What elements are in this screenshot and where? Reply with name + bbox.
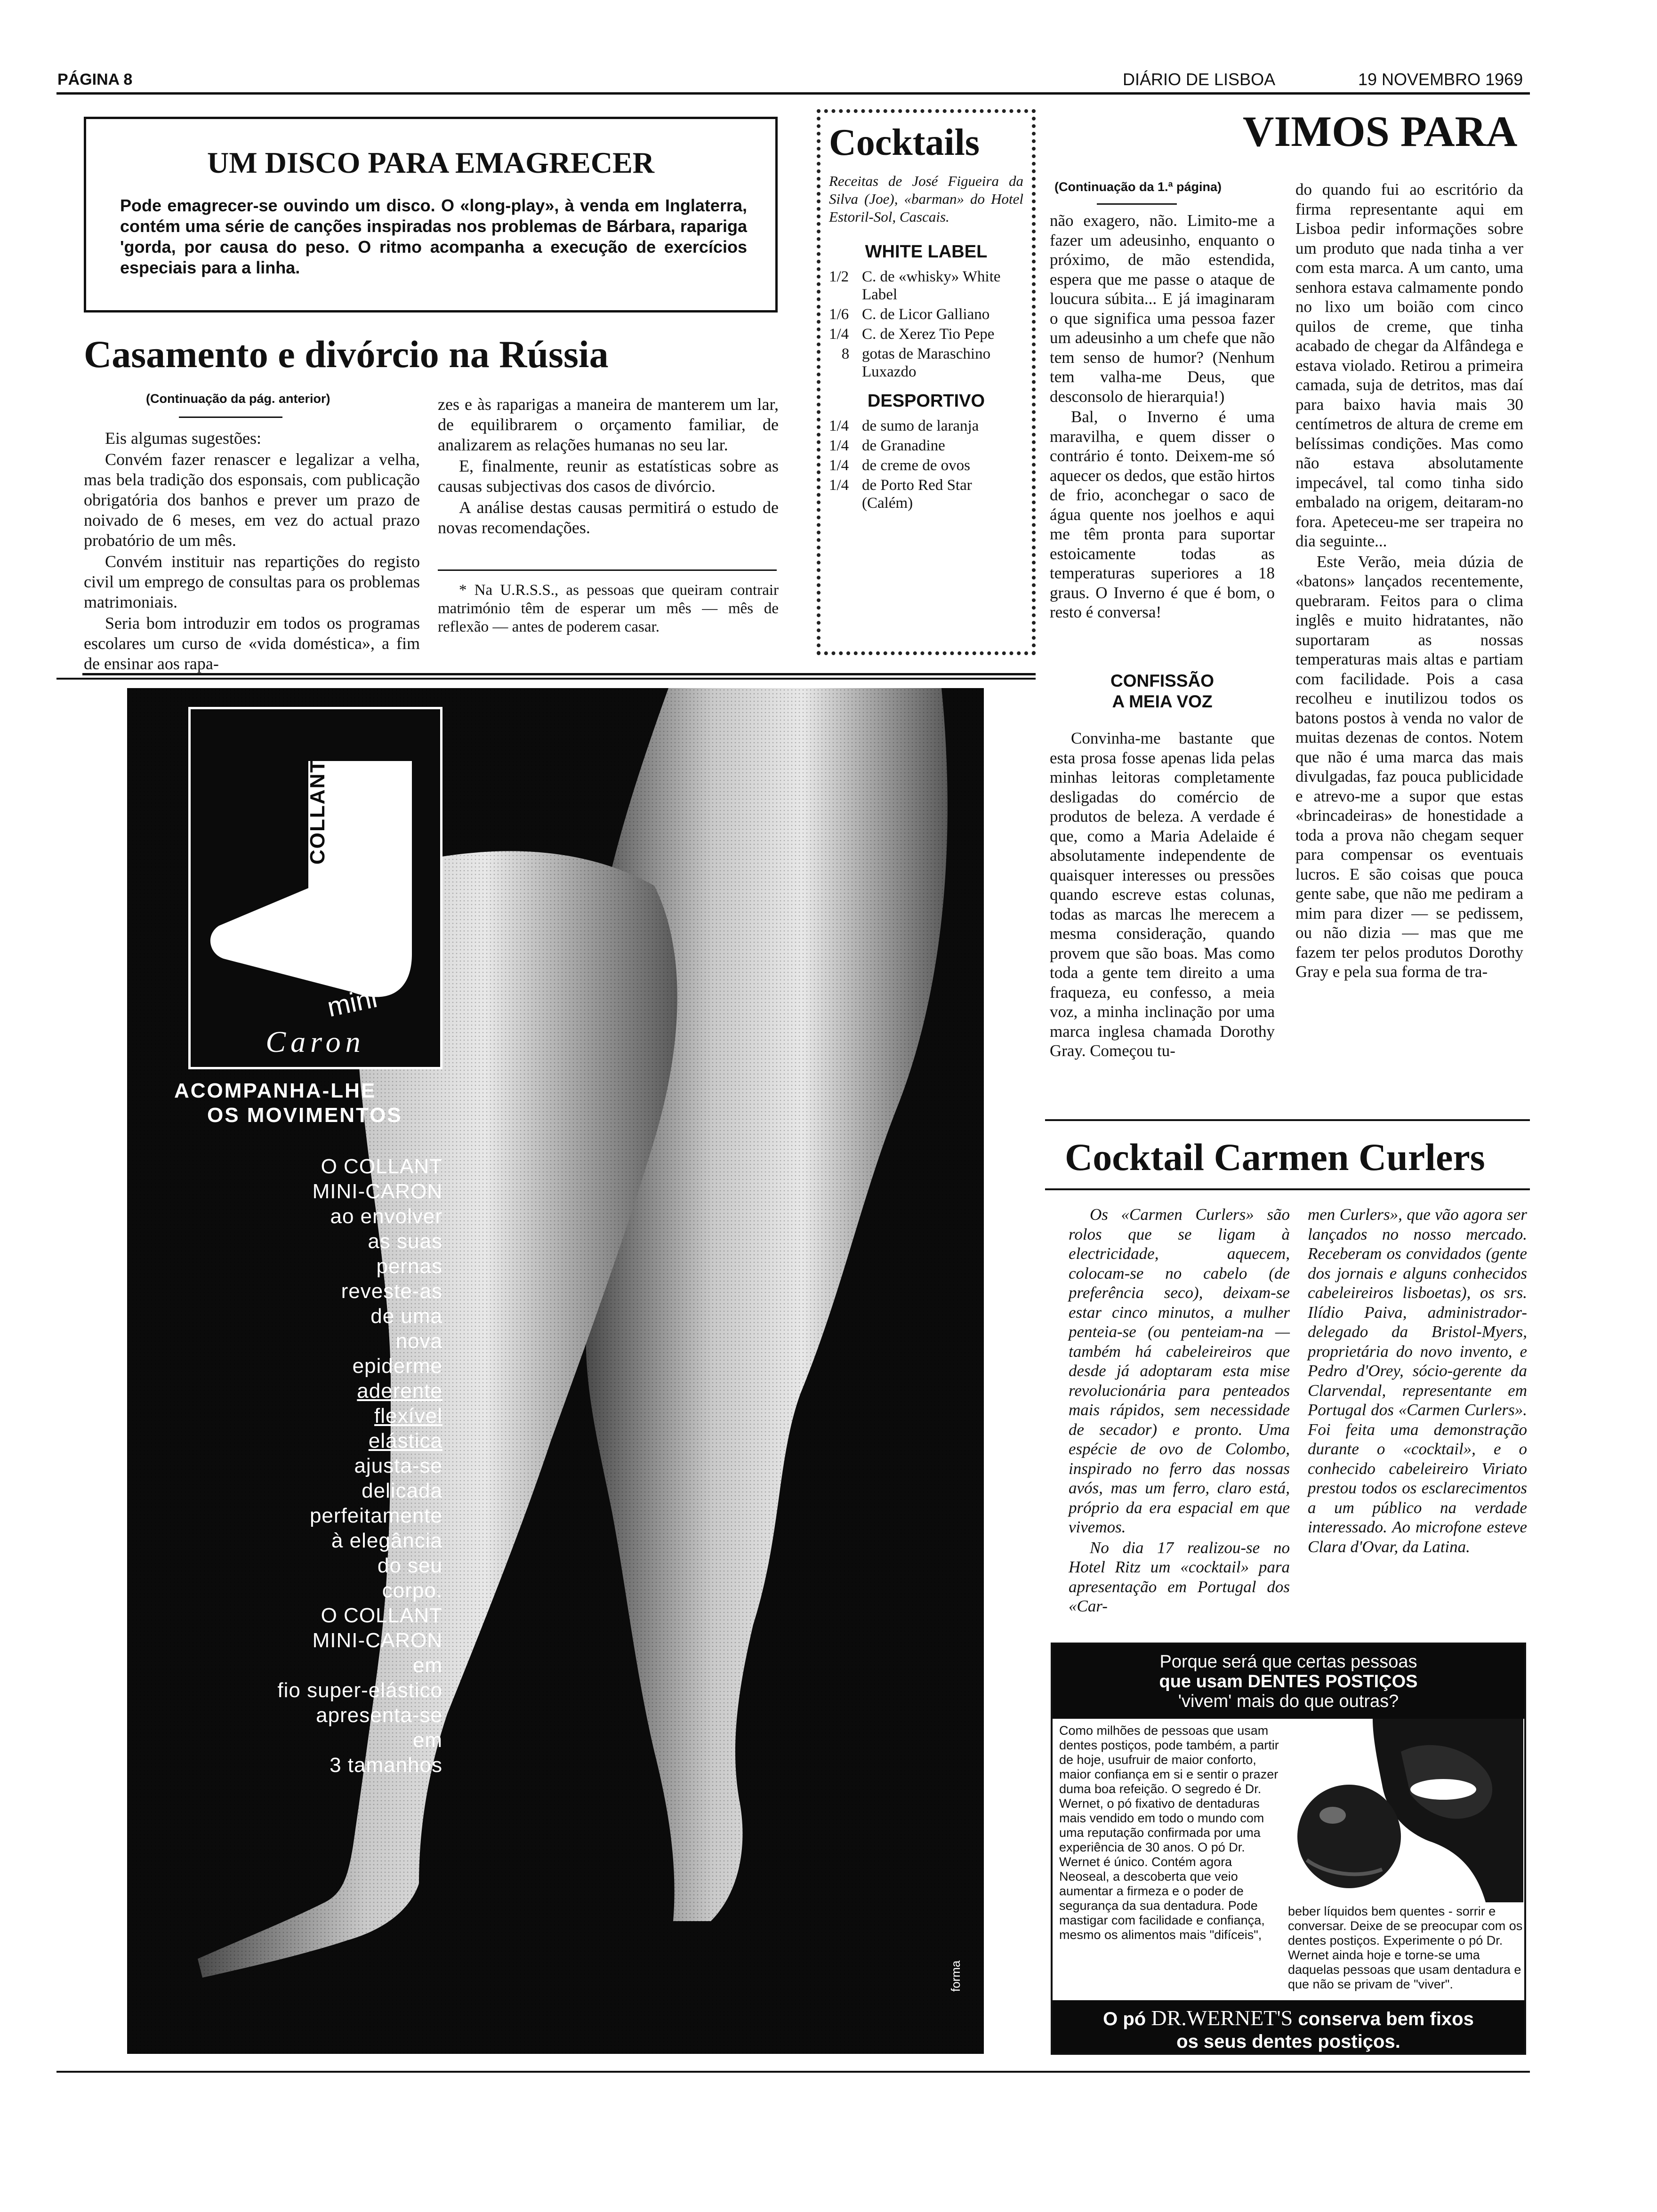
- copy-line: 3 tamanhos: [330, 1754, 442, 1777]
- disco-text: Pode emagrecer-se ouvindo um disco. O «long-play», à venda em Inglaterra, contém uma série de canções inspiradas nos problemas de Bárbara, rapariga 'gorda, por causa do peso. O ritmo acompanha a execução de exercícios especiais para a linha.: [120, 196, 747, 277]
- wernet-footer-line2: os seus dentes postiços.: [1176, 2031, 1400, 2052]
- vimos-paragraph: Convinha-me bastante que esta prosa fosse apenas lida pelas minhas leitoras completamente desligadas do comércio de produtos de beleza. A verdade é que, como a Maria Adelaide é absolutamente independente de quaisquer interesses ou pressões quando escreve estas colunas, todas as marcas lhe merecem a mesma consideração, quando provem que são boas. Mas como toda a gente tem direito a uma fraqueza, eu confesso, a meia voz, a minha inclinação por uma marca inglesa chamada Dorothy Gray. Começou tu-: [1050, 729, 1275, 1060]
- casamento-paragraph: Seria bom introduzir em todos os programas escolares um curso de «vida doméstica», a fim de ensinar aos rapa-: [84, 614, 420, 673]
- tagline-line: ACOMPANHA-LHE: [174, 1079, 377, 1102]
- recipe-line: [829, 437, 1023, 455]
- copy-line: nova: [395, 1330, 442, 1353]
- carmen-col1: [1069, 1205, 1290, 1617]
- copy-line: epiderme: [352, 1354, 442, 1378]
- casamento-col2: [438, 394, 779, 539]
- copy-line: ao envolver: [330, 1205, 442, 1228]
- recipe-qty: 1/4: [829, 457, 849, 474]
- wernet-footer: [1053, 2000, 1524, 2055]
- casamento-paragraph: Convém fazer renascer e legalizar a velha, mas bela tradição dos esponsais, com publicação obrigatória dos banhos e prever um prazo de noivado de 6 meses, em vez do actual prazo probatório de um mês.: [84, 450, 420, 550]
- vimos-col1b: [1050, 729, 1275, 1062]
- vimos-continuation: (Continuação da 1.ª página): [1054, 180, 1222, 194]
- headline-line: que usam DENTES POSTIÇOS: [1159, 1672, 1418, 1691]
- recipe-desc: de Granadine: [862, 437, 945, 454]
- vimos-col1: [1050, 211, 1275, 623]
- issue-date: 19 NOVEMBRO 1969: [1358, 70, 1523, 89]
- vimos-paragraph: do quando fui ao escritório da firma representante aqui em Lisboa pedir informações sobre um produto que nada tinha a ver com esta marca. A um canto, uma senhora estava calmamente pondo no lixo um boião com cinco quilos de creme, que tinha acabado de chegar da Alfândega e estava violado. Retirou a primeira camada, suja de detritos, mas daí para baixo havia mais 30 centímetros de altura de creme em belíssimas condições. Mas como não estava absolutamente impecável, tal como tinha sido embalado na origem, deitaram-no fora. Apeteceu-me ser trapeira no dia seguinte...: [1295, 180, 1523, 550]
- casamento-paragraph: Eis algumas sugestões:: [105, 429, 261, 448]
- copy-line: reveste-as: [341, 1280, 442, 1303]
- recipe-line: [829, 305, 1023, 323]
- recipe-line: [829, 268, 1023, 304]
- casamento-paragraph: Convém instituir nas repartições do registo civil um emprego de consultas para os problemas matrimoniais.: [84, 552, 420, 611]
- header-rule: [56, 92, 1530, 95]
- casamento-col1: [84, 428, 420, 675]
- caron-logo-box: [188, 707, 442, 1069]
- collant-label: COLLANT: [306, 759, 329, 865]
- recipe-line: [829, 476, 1023, 512]
- recipe-desc: de sumo de laranja: [862, 417, 979, 434]
- desportivo-title: DESPORTIVO: [867, 391, 985, 411]
- copy-line: delicada: [362, 1479, 442, 1502]
- recipe-qty: 1/4: [829, 477, 849, 494]
- recipe-desc: C. de «whisky» White Label: [862, 268, 1001, 303]
- recipe-qty: 1/4: [829, 417, 849, 434]
- footer-text: O pó: [1103, 2009, 1146, 2029]
- copy-line: à elegância: [331, 1529, 442, 1552]
- cocktails-box: [817, 109, 1036, 655]
- ad-frame-top: [56, 678, 1036, 680]
- copy-line: O COLLANT: [321, 1604, 442, 1627]
- vimos-paragraph: Bal, o Inverno é uma maravilha, e quem disser o contrário é tonto. Deixem-me só aquecer os dedos, que estão hirtos de frio, aconchegar o saco de água quente nos joelhos e aqui me têm pronta para suportar estoicamente todas as temperaturas superiores a 18 graus. O Inverno é que é bom, o resto é conversa!: [1050, 408, 1275, 621]
- recipe-desc: de Porto Red Star (Calém): [862, 477, 972, 512]
- copy-line: MINI-CARON: [312, 1180, 442, 1203]
- casamento-title: Casamento e divórcio na Rússia: [84, 333, 609, 376]
- copy-line: as suas: [368, 1230, 442, 1253]
- vimos-paragraph: não exagero, não. Limito-me a fazer um adeusinho, enquanto o próximo, de mão estendida, espera que me passe o ataque de loucura súbita... E já imaginaram o que significa uma pessoa fazer um adeusinho a um chefe que não tem senso de humor? (Nenhum tem valha-me Deus, que desconsolo de hierarquia!): [1050, 211, 1275, 406]
- copy-line: do seu: [377, 1554, 442, 1577]
- desportivo-recipe: [829, 417, 1023, 512]
- copy-line: aderente: [357, 1379, 442, 1403]
- copy-line: O COLLANT: [321, 1155, 442, 1178]
- copy-line: MINI-CARON: [312, 1629, 442, 1652]
- vimos-title: VIMOS PARA: [1243, 107, 1518, 155]
- vimos-paragraph: Este Verão, meia dúzia de «batons» lançados recentemente, quebraram. Feitos para o clima inglês e muito hidratantes, não suportaram as nossas temperaturas mais altas e partiam com facilidade. Pois a casa recolheu e inutilizou todos os batons postos à venda no valor de muitas dezenas de contos. Notem que não é uma marca das mais divulgadas, faz pouca publicidade e atrevo-me a supor que estas «brincadeiras» de honestidade a toda a prova não chegam sequer para compensar os eventuais lucros. E são coisas que pouca gente sabe, que não me pediram a mim para dizer — se pedissem, ou não dizia — mas que me fazem ter pelos produtos Dorothy Gray e pela sua forma de tra-: [1295, 552, 1523, 981]
- subhead-line: CONFISSÃO: [1110, 671, 1214, 690]
- disco-box: [84, 117, 778, 313]
- recipe-desc: de creme de ovos: [862, 457, 970, 474]
- casamento-continuation: (Continuação da pág. anterior): [146, 392, 330, 406]
- carmen-paragraph: men Curlers», que vão agora ser lançados no nosso mercado. Receberam os convidados (gente dos jornais e alguns conhecidos cabeleireiros lisboetas), os srs. Ilídio Paiva, administrador-delegado da Bristol-Myers, proprietária do novo invento, e Pedro d'Orey, sócio-gerente da Clarvendal, representante em Portugal dos «Carmen Curlers». Foi feita uma demonstração durante o «cocktail», e o conhecido cabeleireiro Viriato prestou todos os esclarecimentos a um público na verdade interessado. Ao microfone esteve Clara d'Ovar, da Latina.: [1308, 1205, 1527, 1556]
- recipe-qty: 1/2: [829, 268, 849, 285]
- ad-frame-bottom: [56, 2071, 1530, 2073]
- recipe-line: [829, 325, 1023, 343]
- caron-advertisement: [127, 688, 984, 2054]
- recipe-desc: gotas de Maraschino Luxazdo: [862, 345, 991, 380]
- newspaper-name: DIÁRIO DE LISBOA: [1123, 70, 1276, 89]
- footnote-rule: [438, 569, 777, 571]
- ad-agency-credit: forma: [949, 1960, 963, 1992]
- recipe-desc: C. de Licor Galliano: [862, 306, 990, 323]
- footer-text: conserva bem fixos: [1298, 2009, 1474, 2029]
- carmen-title-rule: [1045, 1188, 1530, 1190]
- carmen-title: Cocktail Carmen Curlers: [1065, 1136, 1485, 1178]
- copy-line: elástica: [368, 1429, 442, 1452]
- vimos-sub-rule: [1097, 203, 1177, 205]
- wernet-body2: beber líquidos bem quentes - sorrir e conversar. Deixe de se preocupar com os dentes postiços. Experimente o pó Dr. Wernet ainda hoje e torne-se uma daquelas pessoas que usam dentadura e que não se privam de "viver".: [1288, 1904, 1523, 1991]
- copy-line: pernas: [376, 1255, 442, 1278]
- caron-mini-label: mini: [324, 982, 380, 1023]
- vimos-bottom-rule: [1045, 1119, 1530, 1121]
- wernet-advertisement: [1051, 1643, 1526, 2055]
- casamento-paragraph: zes e às raparigas a maneira de manterem um lar, de equilibrarem o orçamento familiar, de analizarem as relações humanas no seu lar.: [438, 395, 779, 454]
- copy-line: fio super-elástico: [277, 1679, 442, 1702]
- page-number: PÁGINA 8: [57, 71, 133, 88]
- footnote-text: * Na U.R.S.S., as pessoas que queiram contrair matrimónio têm de esperar um mês — mês de reflexão — antes de poderem casar.: [438, 582, 779, 635]
- recipe-qty: 8: [841, 345, 850, 362]
- copy-line: em: [412, 1654, 442, 1677]
- cocktails-byline: Receitas de José Figueira da Silva (Joe), «barman» do Hotel Estoril-Sol, Cascais.: [829, 173, 1023, 225]
- woman-eating-apple-photo: [1288, 1719, 1523, 1902]
- casamento-footnote: [438, 581, 779, 637]
- wernet-headline: [1053, 1644, 1524, 1719]
- white-label-recipe: [829, 268, 1023, 381]
- carmen-paragraph: Os «Carmen Curlers» são rolos que se ligam à electricidade, aquecem, colocam-se no cabelo (de preferência seco), deixam-se estar cinco minutos, a mulher penteia-se (ou penteiam-na — também há cabeleireiros que desde já adoptaram esta mise revolucionária para penteados mais rápidos, sem necessidade de secador) e pronto. Uma espécie de ovo de Colombo, inspirado no ferro das nossas avós, mas um ferro, claro está, próprio da era espacial em que vivemos.: [1069, 1205, 1290, 1536]
- carmen-paragraph: No dia 17 realizou-se no Hotel Ritz um «cocktail» para apresentação em Portugal dos «Car-: [1069, 1538, 1290, 1615]
- recipe-line: [829, 417, 1023, 435]
- wernet-brand-logo: DR.WERNET'S: [1151, 2006, 1293, 2030]
- confissao-subhead: [1050, 671, 1275, 712]
- cocktails-title: Cocktails: [829, 122, 980, 163]
- wernet-footer-line1: [1053, 2007, 1524, 2030]
- casamento-paragraph: E, finalmente, reunir as estatísticas sobre as causas subjectivas dos casos de divórcio.: [438, 457, 779, 496]
- copy-line: em: [412, 1729, 442, 1752]
- copy-line: corpo.: [382, 1579, 442, 1602]
- caron-copy: [235, 1154, 442, 1778]
- copy-line: ajusta-se: [354, 1454, 442, 1477]
- recipe-line: [829, 457, 1023, 474]
- tagline-line: OS MOVIMENTOS: [207, 1104, 402, 1127]
- recipe-qty: 1/6: [829, 306, 849, 323]
- wernet-body: Como milhões de pessoas que usam dentes postiços, pode também, a partir de hoje, usufruir de maior conforto, maior confiança em si e sentir o prazer duma boa refeição. O segredo é Dr. Wernet, o pó fixativo de dentaduras mais vendido em todo o mundo com uma reputação confirmada por uma experiência de 30 anos. O pó Dr. Wernet é único. Contém agora Neoseal, a descoberta que veio aumentar a firmeza e o poder de segurança da sua dentadura. Pode mastigar com facilidade e confiança, mesmo os alimentos mais "difíceis",: [1059, 1723, 1279, 1942]
- copy-line: flexível: [374, 1404, 442, 1427]
- headline-line: Porque será que certas pessoas: [1159, 1652, 1417, 1672]
- subhead-line: A MEIA VOZ: [1112, 692, 1213, 711]
- caron-brand: Caron: [265, 1025, 365, 1058]
- copy-line: apresenta-se: [316, 1704, 442, 1727]
- vimos-col2: [1295, 180, 1523, 983]
- headline-line: 'vivem' mais do que outras?: [1178, 1691, 1399, 1711]
- casamento-paragraph: A análise destas causas permitirá o estudo de novas recomendações.: [438, 498, 779, 537]
- section-rule: [82, 673, 1036, 675]
- recipe-qty: 1/4: [829, 437, 849, 454]
- recipe-desc: C. de Xerez Tio Pepe: [862, 326, 995, 343]
- copy-line: perfeitamente: [309, 1504, 442, 1527]
- recipe-line: [829, 345, 1023, 381]
- recipe-qty: 1/4: [829, 326, 849, 343]
- disco-title: UM DISCO PARA EMAGRECER: [207, 146, 654, 179]
- caron-tagline: [174, 1079, 402, 1128]
- carmen-col2: [1308, 1205, 1527, 1557]
- casamento-sub-rule: [179, 417, 282, 418]
- copy-line: de uma: [370, 1305, 442, 1328]
- white-label-title: WHITE LABEL: [865, 242, 988, 262]
